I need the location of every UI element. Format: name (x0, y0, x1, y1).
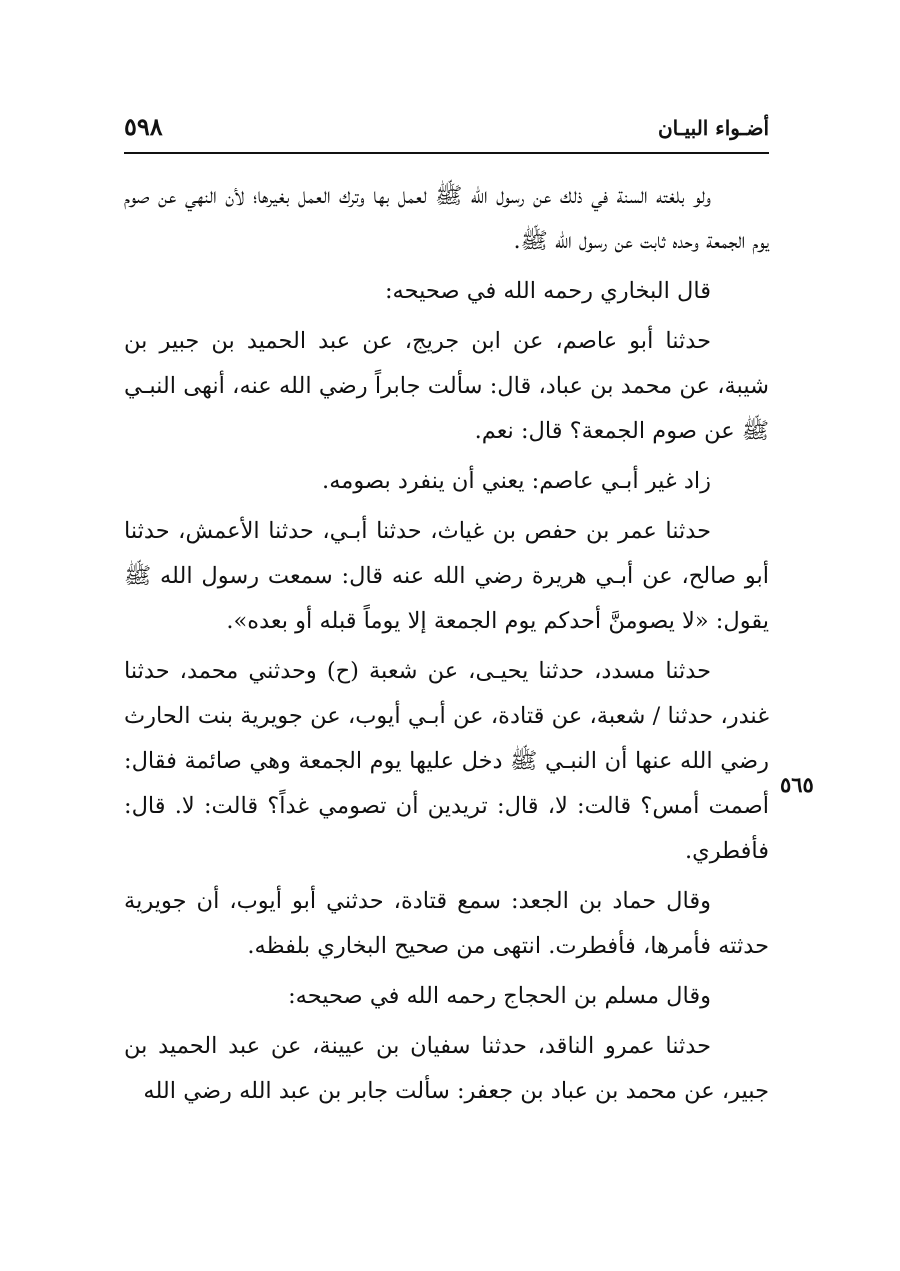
paragraph: حدثنا عمر بن حفص بن غياث، حدثنا أبـي، حدثنا الأعمش، حدثنا أبو صالح، عن أبـي هريرة رضي الله عنه قال: سمعت رسول الله ﷺ يقول: «لا يصومنَّ أحدكم يوم الجمعة إلا يوماً قبله أو بعده». (124, 518, 769, 634)
running-title: أضـواء البيـان (657, 116, 769, 140)
paragraph: حدثنا مسدد، حدثنا يحيـى، عن شعبة (ح) وحدثني محمد، حدثنا غندر، حدثنا / شعبة، عن قتادة، عن أبـي أيوب، عن جويرية بنت الحارث رضي الله عنها أن النبـي ﷺ دخل عليها يوم الجمعة وهي صائمة فقال: أصمت أمس؟ قالت: لا، قال: تريدين أن تصومي غداً؟ قالت: لا. قال: فأفطري. (124, 658, 769, 864)
page-header (124, 110, 769, 150)
paragraph: حدثنا عمرو الناقد، حدثنا سفيان بن عيينة، عن عبد الحميد بن جبير، عن محمد بن عباد بن جعفر: سألت جابر بن عبد الله رضي الله (124, 1033, 769, 1104)
page-number: ٥٩٨ (124, 112, 163, 141)
page-body (124, 174, 769, 1119)
paragraph: وقال مسلم بن الحجاج رحمه الله في صحيحه: (288, 983, 711, 1009)
paragraph: ولو بلغته السنة في ذلك عن رسول الله ﷺ لعمل بها وترك العمل بغيرها؛ لأن النهي عن صوم يوم الجمعة وحده ثابت عن رسول الله ﷺ. (124, 183, 769, 254)
paragraph: زاد غير أبـي عاصم: يعني أن ينفرد بصومه. (322, 468, 711, 494)
header-divider (124, 152, 769, 154)
paragraph: قال البخاري رحمه الله في صحيحه: (384, 278, 711, 304)
paragraph: وقال حماد بن الجعد: سمع قتادة، حدثني أبو أيوب، أن جويرية حدثته فأمرها، فأفطرت. انتهى من صحيح البخاري بلفظه. (124, 888, 769, 959)
paragraph: حدثنا أبو عاصم، عن ابن جريج، عن عبد الحميد بن جبير بن شيبة، عن محمد بن عباد، قال: سألت جابراً رضي الله عنه، أنهى النبـي ﷺ عن صوم الجمعة؟ قال: نعم. (124, 328, 769, 444)
margin-reference-number: ٥٦٥ (780, 772, 814, 797)
